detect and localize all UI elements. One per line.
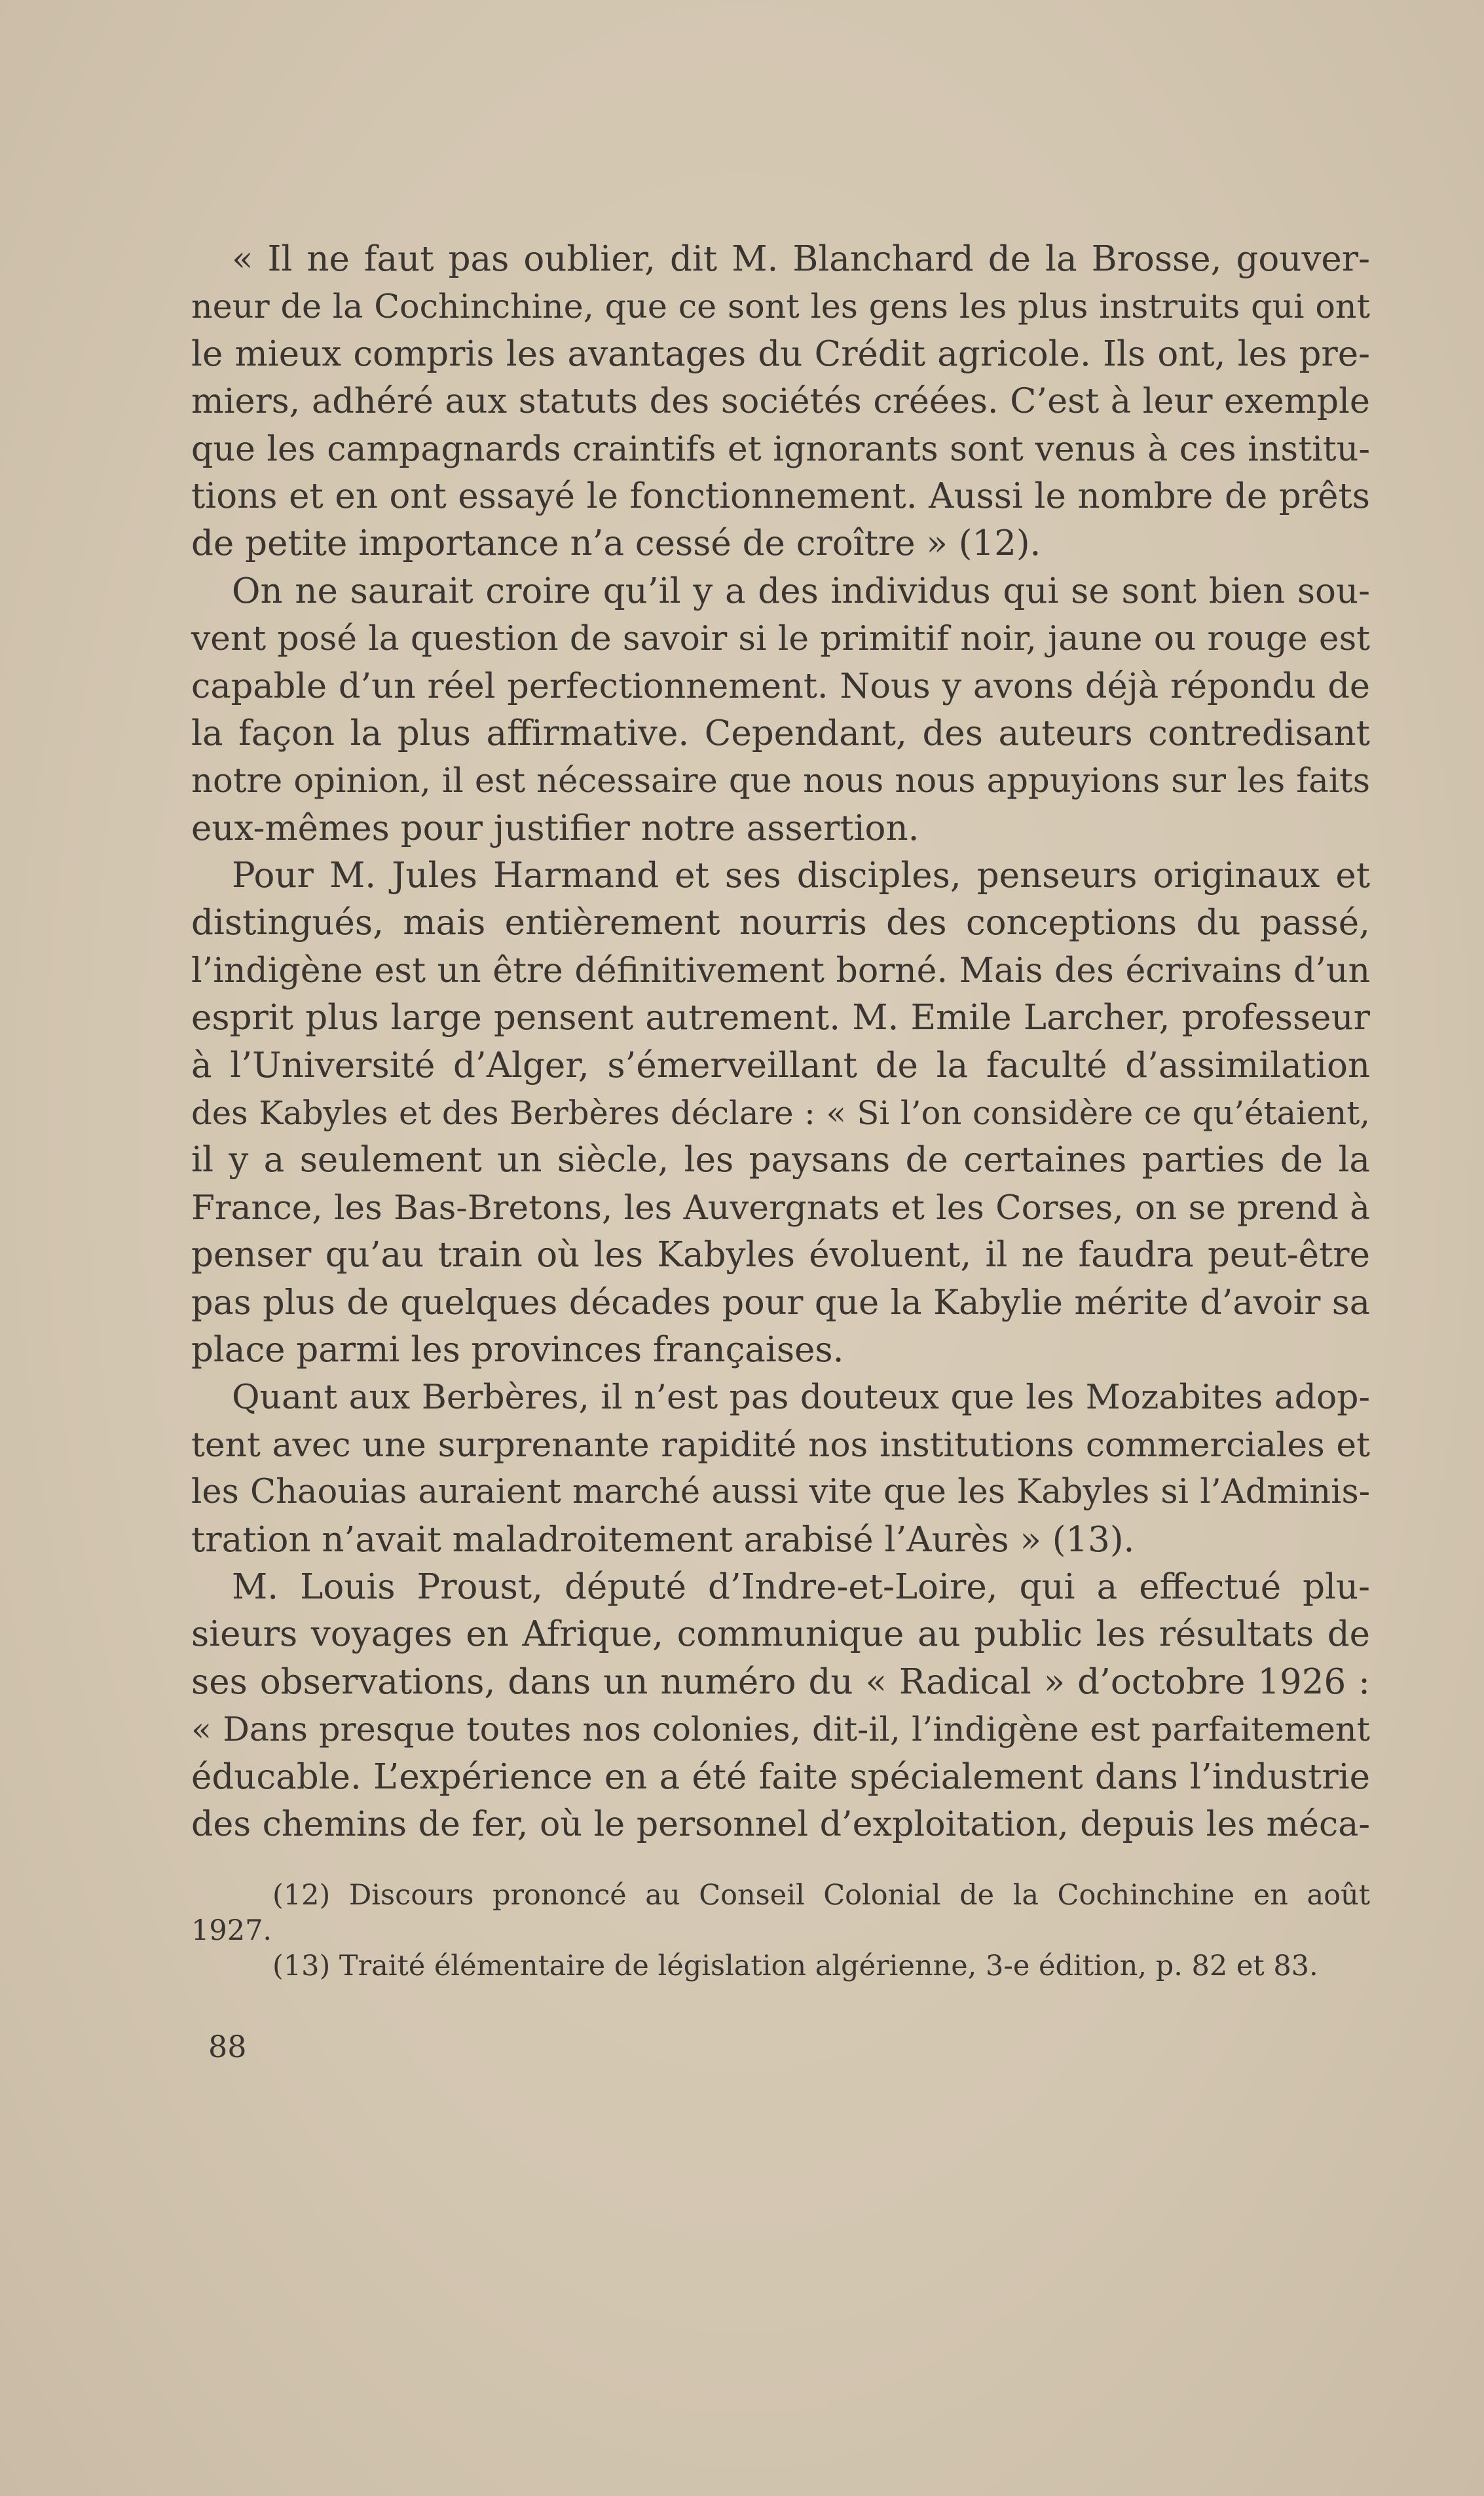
- text-line-17: esprit plus large pensent autrement. M. Emile Larcher, professeur: [191, 998, 1370, 1038]
- text-line-24: place parmi les provinces françaises.: [191, 1329, 844, 1370]
- body-text: [191, 236, 1370, 1848]
- text-line-18: à l’Université d’Alger, s’émerveillant de la faculté d’assimilation: [191, 1045, 1370, 1086]
- text-line-19: des Kabyles et des Berbères déclare : « Si l’on considère ce qu’étaient,: [191, 1094, 1370, 1133]
- text-line-4: miers, adhéré aux statuts des sociétés créées. C’est à leur exemple: [191, 381, 1370, 422]
- text-line-21: France, les Bas-Bretons, les Auvergnats et les Corses, on se prend à: [191, 1188, 1370, 1228]
- text-line-30: sieurs voyages en Afrique, communique au public les résultats de: [191, 1614, 1370, 1655]
- footnote-line-2: 1927.: [191, 1914, 272, 1947]
- text-line-8: On ne saurait croire qu’il y a des individus qui se sont bien sou-: [232, 571, 1370, 611]
- text-line-5: que les campagnards craintifs et ignorants sont venus à ces institu-: [191, 429, 1370, 469]
- footnote-line-3: (13) Traité élémentaire de législation algérienne, 3-e édition, p. 82 et 83.: [272, 1950, 1318, 1982]
- text-line-27: les Chaouias auraient marché aussi vite que les Kabyles si l’Adminis-: [191, 1473, 1370, 1512]
- text-line-32: « Dans presque toutes nos colonies, dit-il, l’indigène est parfaitement: [191, 1710, 1370, 1749]
- text-line-9: vent posé la question de savoir si le primitif noir, jaune ou rouge est: [191, 619, 1370, 659]
- text-line-6: tions et en ont essayé le fonctionnement. Aussi le nombre de prêts: [191, 476, 1370, 516]
- text-line-11: la façon la plus affirmative. Cependant, des auteurs contredisant: [191, 713, 1370, 753]
- footnote-line-1: (12) Discours prononcé au Conseil Colonial de la Cochinchine en août: [272, 1879, 1370, 1912]
- text-line-13: eux-mêmes pour justifier notre assertion.: [191, 808, 919, 848]
- text-line-26: tent avec une surprenante rapidité nos institutions commerciales et: [191, 1425, 1370, 1465]
- text-line-28: tration n’avait maladroitement arabisé l’Aurès » (13).: [191, 1519, 1135, 1560]
- text-line-33: éducable. L’expérience en a été faite spécialement dans l’industrie: [191, 1756, 1370, 1797]
- text-line-7: de petite importance n’a cessé de croître » (12).: [191, 523, 1041, 564]
- text-line-12: notre opinion, il est nécessaire que nous nous appuyions sur les faits: [191, 761, 1370, 801]
- text-line-3: le mieux compris les avantages du Crédit agricole. Ils ont, les pre-: [191, 333, 1370, 374]
- text-line-31: ses observations, dans un numéro du « Radical » d’octobre 1926 :: [191, 1661, 1370, 1702]
- text-line-25: Quant aux Berbères, il n’est pas douteux que les Mozabites adop-: [232, 1378, 1370, 1418]
- text-line-29: M. Louis Proust, député d’Indre-et-Loire, qui a effectué plu-: [232, 1566, 1370, 1607]
- text-line-23: pas plus de quelques décades pour que la Kabylie mérite d’avoir sa: [191, 1282, 1370, 1323]
- text-line-16: l’indigène est un être définitivement borné. Mais des écrivains d’un: [191, 951, 1370, 991]
- text-line-34: des chemins de fer, où le personnel d’exploitation, depuis les méca-: [191, 1804, 1370, 1844]
- text-line-14: Pour M. Jules Harmand et ses disciples, penseurs originaux et: [232, 856, 1370, 896]
- footnotes: [191, 1878, 1370, 1984]
- text-line-22: penser qu’au train où les Kabyles évoluent, il ne faudra peut-être: [191, 1235, 1370, 1276]
- text-line-20: il y a seulement un siècle, les paysans de certaines parties de la: [191, 1140, 1370, 1181]
- text-line-15: distingués, mais entièrement nourris des conceptions du passé,: [191, 903, 1370, 943]
- text-line-1: « Il ne faut pas oublier, dit M. Blanchard de la Brosse, gouver-: [232, 239, 1370, 279]
- text-line-2: neur de la Cochinchine, que ce sont les gens les plus instruits qui ont: [191, 287, 1370, 326]
- page-number: 88: [208, 2029, 247, 2064]
- text-line-10: capable d’un réel perfectionnement. Nous y avons déjà répondu de: [191, 666, 1370, 706]
